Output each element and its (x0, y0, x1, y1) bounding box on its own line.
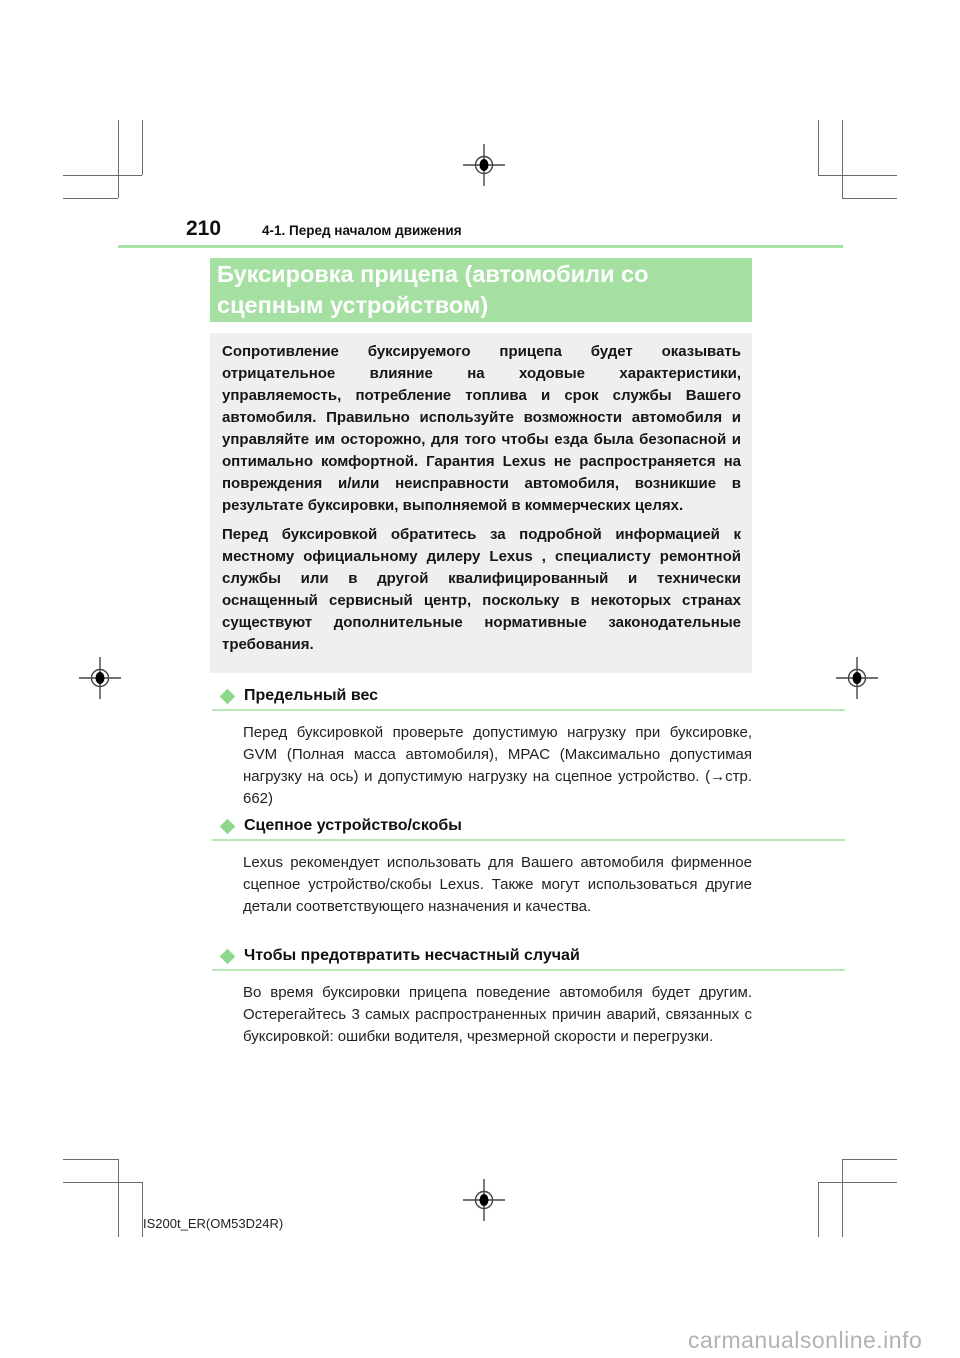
registration-mark-icon (462, 1178, 506, 1222)
page-number: 210 (186, 217, 222, 240)
section-heading-row (210, 816, 752, 836)
header-divider (118, 245, 843, 248)
registration-mark-icon (835, 656, 879, 700)
crop-mark (818, 175, 897, 176)
crop-mark (818, 1182, 819, 1237)
section-heading: Предельный вес (244, 687, 379, 704)
crop-mark (63, 198, 118, 199)
crop-mark (63, 1182, 142, 1183)
section-body-text: Во время буксировки прицепа поведение автомобиля будет другим. Остерегайтесь 3 самых распространенных причин аварий, связанных с буксировкой: ошибки водителя, чрезмерной скорости и перегрузки. (243, 984, 752, 1045)
section-accident-prevention (210, 946, 752, 1048)
diamond-bullet-icon (220, 818, 236, 834)
section-heading: Сцепное устройство/скобы (244, 817, 462, 834)
crop-mark (818, 120, 819, 175)
crop-mark (63, 1159, 118, 1160)
registration-mark-icon (78, 656, 122, 700)
crop-mark (818, 1182, 897, 1183)
section-hitch (210, 816, 752, 918)
crop-mark (118, 120, 119, 198)
registration-mark-icon (462, 143, 506, 187)
crop-mark (842, 1159, 843, 1237)
crop-mark (842, 198, 897, 199)
section-heading: Чтобы предотвратить несчастный случай (244, 947, 580, 964)
diamond-bullet-icon (220, 948, 236, 964)
page-title: Буксировка прицепа (автомобили со сцепным устройством) (210, 258, 752, 322)
section-body-text: Lexus рекомендует использовать для Вашего автомобиля фирменное сцепное устройство/скобы Lexus. Также могут использоваться другие детали соответствующего назначения и качества. (243, 854, 752, 915)
intro-notice-box (210, 333, 752, 673)
watermark: carmanualsonline.info (688, 1327, 923, 1353)
section-underline (212, 839, 845, 841)
crop-mark (842, 1159, 897, 1160)
notice-paragraph: Перед буксировкой обратитесь за подробной информацией к местному официальному дилеру Lexus , специалисту ремонтной службы или в другой квалифицированный и технически оснащенный сервисный центр, поскольку в некоторых странах существуют дополнительные нормативные законодательные требования. (222, 526, 741, 653)
section-heading-row (210, 946, 752, 966)
section-underline (212, 709, 845, 711)
document-code: IS200t_ER(OM53D24R) (143, 1216, 284, 1231)
crop-mark (142, 120, 143, 175)
section-body-text: Перед буксировкой проверьте допустимую нагрузку при буксировке, GVM (Полная масса автомобиля), MPAC (Максимально допустимая нагрузку на ось) и допустимую нагрузку на сцепное устройство. (→стр. 662) (243, 724, 752, 807)
crop-mark (118, 1159, 119, 1237)
crop-mark (842, 120, 843, 198)
running-section-header: 4-1. Перед началом движения (262, 223, 462, 238)
section-heading-row (210, 686, 752, 706)
notice-paragraph: Сопротивление буксируемого прицепа будет оказывать отрицательное влияние на ходовые характеристики, управляемость, потребление топлива и срок службы Вашего автомобиля. Правильно используйте возможности автомобиля и управляйте им осторожно, для того чтобы езда была безопасной и оптимально комфортной. Гарантия Lexus не распространяется на повреждения и/или неисправности автомобиля, возникшие в результате буксировки, выполняемой в коммерческих целях. (222, 343, 741, 514)
diamond-bullet-icon (220, 688, 236, 704)
section-weight-limit (210, 686, 752, 810)
section-underline (212, 969, 845, 971)
crop-mark (63, 175, 142, 176)
